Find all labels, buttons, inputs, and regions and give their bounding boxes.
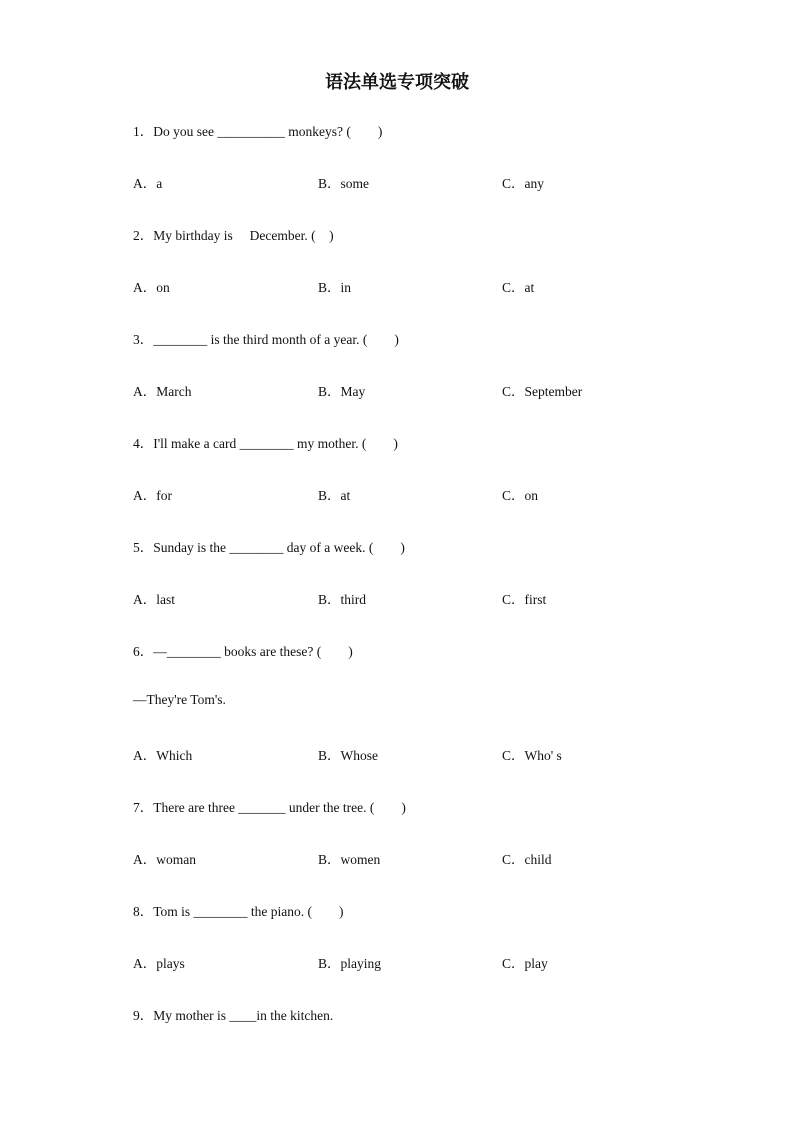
question-8: 8．Tom is ________ the piano. ( ) (133, 904, 344, 919)
q3-option-b: B．May (318, 384, 366, 399)
q5-option-a: A．last (133, 592, 175, 607)
q6-option-a: A．Which (133, 748, 193, 763)
q8-option-c: C．play (502, 956, 548, 971)
q7-option-b: B．women (318, 852, 381, 867)
q6-option-b: B．Whose (318, 748, 378, 763)
question-1: 1．Do you see __________ monkeys? ( ) (133, 124, 383, 139)
q2-option-b: B．in (318, 280, 352, 295)
q2-option-c: C．at (502, 280, 535, 295)
q4-option-b: B．at (318, 488, 351, 503)
q8-option-a: A．plays (133, 956, 185, 971)
q1-option-c: C．any (502, 176, 544, 191)
q1-option-b: B．some (318, 176, 370, 191)
question-5: 5．Sunday is the ________ day of a week. ( ) (133, 540, 405, 555)
page-title: 语法单选专项突破 (325, 72, 469, 93)
q6-option-c: C．Who' s (502, 748, 562, 763)
q5-option-c: C．first (502, 592, 547, 607)
q1-option-a: A．a (133, 176, 163, 191)
question-3: 3．________ is the third month of a year. ( ) (133, 332, 399, 347)
question-4: 4．I'll make a card ________ my mother. ( ) (133, 436, 398, 451)
q8-option-b: B．playing (318, 956, 381, 971)
question-6-response: —They're Tom's. (133, 692, 226, 707)
q3-option-c: C．September (502, 384, 583, 399)
q4-option-a: A．for (133, 488, 172, 503)
q2-option-a: A．on (133, 280, 170, 295)
question-2: 2．My birthday is December. ( ) (133, 228, 334, 243)
q3-option-a: A．March (133, 384, 192, 399)
question-7: 7．There are three _______ under the tree. ( ) (133, 800, 406, 815)
question-6: 6．—________ books are these? ( ) (133, 644, 353, 659)
q7-option-a: A．woman (133, 852, 196, 867)
q4-option-c: C．on (502, 488, 539, 503)
q5-option-b: B．third (318, 592, 367, 607)
question-9: 9．My mother is ____in the kitchen. (133, 1008, 334, 1023)
q7-option-c: C．child (502, 852, 552, 867)
